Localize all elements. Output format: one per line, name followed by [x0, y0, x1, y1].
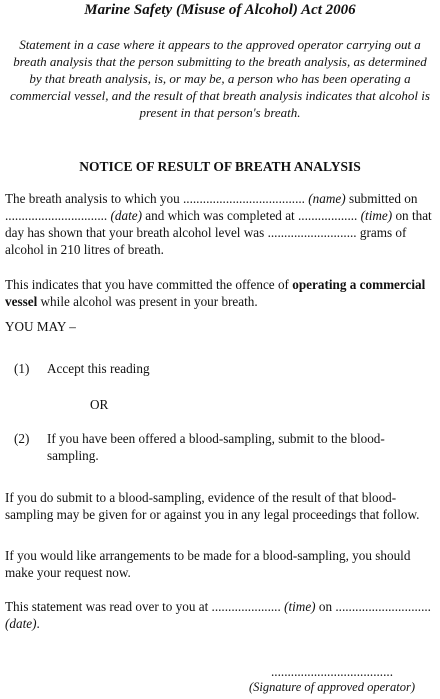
act-title: Marine Safety (Misuse of Alcohol) Act 2006	[84, 2, 356, 18]
p2-text-1: This indicates that you have committed the offence of	[5, 277, 293, 292]
option-2-number: (2)	[14, 431, 30, 446]
or-separator: OR	[90, 397, 109, 412]
p1-text-3: and which was completed at ..................	[142, 208, 361, 223]
signature-line: .....................................	[271, 664, 393, 679]
p1-text-1: The breath analysis to which you .....................................	[5, 191, 309, 206]
name-field-label: (name)	[308, 191, 346, 206]
date-field-label: (date)	[110, 208, 142, 223]
evidence-paragraph: If you do submit to a blood-sampling, evidence of the result of that blood-sampling may be given for or against you in any legal proceedings that follow.	[5, 490, 420, 522]
you-may-label: YOU MAY –	[5, 319, 76, 334]
time-field-label: (time)	[360, 208, 393, 223]
notice-heading: NOTICE OF RESULT OF BREATH ANALYSIS	[79, 159, 361, 174]
p1-text-2: submitted on ...............................	[5, 191, 418, 223]
signature-block	[232, 664, 432, 696]
p1-text-4: on that day has shown that your breath alcohol level was ........................... grams of alcohol in 210 litres of breath.	[5, 208, 432, 257]
offence-name: operating a commercial vessel	[5, 277, 426, 309]
p6-text-2: on .............................	[315, 599, 431, 614]
option-1-text: Accept this reading	[47, 361, 150, 376]
p2-text-2: while alcohol was present in your breath.	[37, 294, 258, 309]
read-date-label: (date)	[5, 616, 37, 631]
option-2-text: If you have been offered a blood-sampling, submit to the blood-sampling.	[47, 431, 385, 463]
statement-preamble: Statement in a case where it appears to the approved operator carrying out a breath analysis that the person submitting to the breath analysis, as determined by that breath analysis, is, or may be, a person who has been operating a commercial vessel, and the result of that breath analysis indicates that alcohol is present in that person's breath.	[10, 37, 430, 120]
signature-caption: (Signature of approved operator)	[248, 680, 416, 694]
p6-text-3: .	[36, 616, 40, 631]
option-1-number: (1)	[14, 361, 30, 376]
read-over-paragraph	[5, 598, 435, 632]
breath-result-paragraph	[5, 190, 435, 258]
read-time-label: (time)	[284, 599, 316, 614]
p6-text-1: This statement was read over to you at .....................	[5, 599, 285, 614]
offence-paragraph	[5, 276, 435, 310]
request-paragraph: If you would like arrangements to be made for a blood-sampling, you should make your request now.	[5, 548, 411, 580]
